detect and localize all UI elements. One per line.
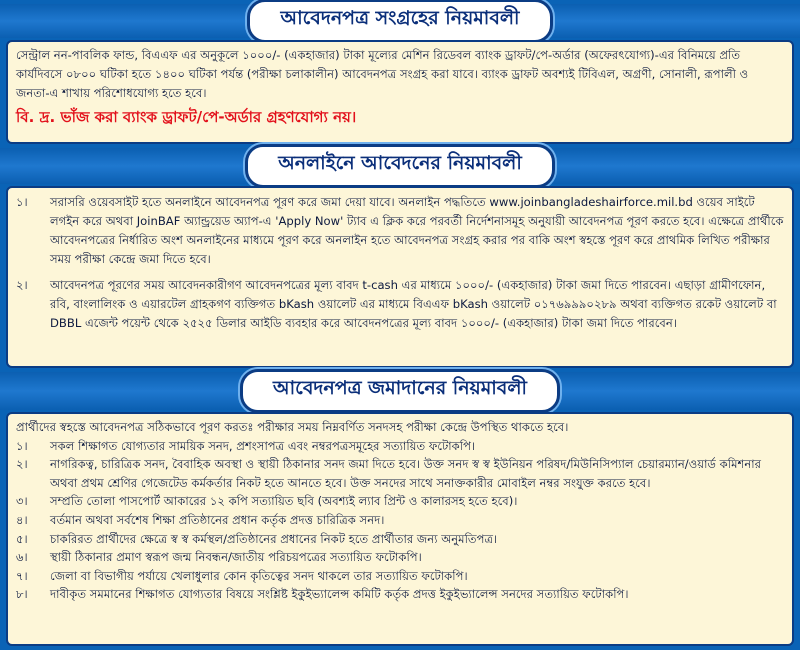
submission-rule-item xyxy=(16,585,784,604)
submission-rule-text: জেলা বা বিভাগীয় পর্যায়ে খেলাধুলার কোন কৃতিত্বের সনদ থাকলে তার সত্যায়িত ফটোকপি। xyxy=(50,568,468,583)
submission-rule-item xyxy=(16,455,784,492)
submission-rule-text: বর্তমান অথবা সর্বশেষ শিক্ষা প্রতিষ্ঠানের প্রধান কর্তৃক প্রদত্ত চারিত্রিক সনদ। xyxy=(50,512,385,527)
submission-rule-text: সকল শিক্ষাগত যোগ্যতার সাময়িক সনদ, প্রশংসাপত্র এবং নম্বরপত্রসমূহের সত্যায়িত ফটোকপি। xyxy=(50,438,476,453)
submission-intro: প্রার্থীদের স্বহস্তে আবেদনপত্র সঠিকভাবে পূরণ করতঃ পরীক্ষার সময় নিম্নবর্ণিত সনদসহ পরীক্ষা কেন্দ্রে উপস্থিত থাকতে হবে। xyxy=(16,420,569,434)
section-banner-online xyxy=(0,148,800,184)
section-panel-submission xyxy=(6,412,794,646)
section-banner-submission xyxy=(0,372,800,410)
submission-rule-number: ৪। xyxy=(16,512,28,527)
submission-rule-number: ৩। xyxy=(16,494,28,509)
online-rule-item xyxy=(16,276,784,333)
submission-rule-number: ৮। xyxy=(16,587,28,602)
online-rule-number: ১। xyxy=(16,195,28,209)
collection-note: বি. দ্র. ভাঁজ করা ব্যাংক ড্রাফট/পে-অর্ডার গ্রহণযোগ্য নয়। xyxy=(16,108,357,126)
submission-rule-number: ৬। xyxy=(16,550,28,565)
submission-rule-item xyxy=(16,492,784,511)
section-title-collection: আবেদনপত্র সংগ্রহের নিয়মাবলী xyxy=(247,0,552,43)
section-panel-collection xyxy=(6,40,794,144)
submission-rule-item xyxy=(16,548,784,567)
submission-rule-text: নাগরিকত্ব, চারিত্রিক সনদ, বৈবাহিক অবস্থা ও স্থায়ী ঠিকানার সনদ জমা দিতে হবে। উক্ত সনদ স্ব স্ব ইউনিয়ন পরিষদ/মিউনিসিপ্যাল চেয়ারম্যান/ওয়ার্ড কমিশনার অথবা প্রথম শ্রেণির গেজেটেড কর্মকর্তার নিকট হতে আনতে হবে। উক্ত সনদের সাথে সনাক্তকারীর মোবাইল নম্বর সংযুক্ত করতে হবে। xyxy=(50,457,762,490)
online-rule-text: সরাসরি ওয়েবসাইট হতে অনলাইনে আবেদনপত্র পূরণ করে জমা দেয়া যাবে। অনলাইন পদ্ধতিতে www.joinbangladeshairforce.mil.bd ওয়েব সাইটে লগইন করে অথবা JoinBAF অ্যান্ড্রয়েড অ্যাপ-এ 'Apply Now' ট্যাব এ ক্লিক করে পরবর্তী নির্দেশনাসমূহ অনুযায়ী আবেদনপত্র পূরণ করতে হবে। এক্ষেত্রে প্রার্থীকে আবেদনপত্রের নির্ধারিত অংশ অনলাইনের মাধ্যমে পূরণ করে অনলাইন হতে আবেদনপত্র সংগ্রহ করার পর বাকি অংশ স্বহস্তে পূরণ করে প্রাথমিক লিখিত পরীক্ষার সময় পরীক্ষা কেন্দ্রে জমা দিতে হবে। xyxy=(50,195,784,266)
submission-rule-text: চাকরিরত প্রার্থীদের ক্ষেত্রে স্ব স্ব কর্মস্থল/প্রতিষ্ঠানের প্রধানের নিকট হতে প্রার্থীতার জন্য অনুমতিপত্র। xyxy=(50,531,498,546)
submission-rule-number: ১। xyxy=(16,438,28,453)
section-panel-online xyxy=(6,186,794,368)
submission-rule-item xyxy=(16,437,784,456)
submission-rule-number: ৭। xyxy=(16,568,28,583)
online-rule-number: ২। xyxy=(16,278,28,292)
submission-rule-text: স্থায়ী ঠিকানার প্রমাণ স্বরূপ জন্ম নিবন্ধন/জাতীয় পরিচয়পত্রের সত্যায়িত ফটোকপি। xyxy=(50,550,422,565)
section-title-online: অনলাইনে আবেদনের নিয়মাবলী xyxy=(245,144,555,188)
submission-rule-number: ৫। xyxy=(16,531,28,546)
section-banner-collection xyxy=(0,4,800,38)
online-rule-item xyxy=(16,193,784,269)
submission-rule-item xyxy=(16,530,784,549)
submission-rule-item xyxy=(16,511,784,530)
submission-rule-number: ২। xyxy=(16,457,28,472)
submission-rule-item xyxy=(16,567,784,586)
section-title-submission: আবেদনপত্র জমাদানের নিয়মাবলী xyxy=(240,369,560,413)
collection-rules-text: সেন্ট্রাল নন-পাবলিক ফান্ড, বিএএফ এর অনুকূলে ১০০০/- (একহাজার) টাকা মূল্যের মেশিন রিডেবল ব্যাংক ড্রাফট/পে-অর্ডার (অফেরৎযোগ্য)-এর বিনিময়ে প্রতি কার্যদিবসে ০৮০০ ঘটিকা হতে ১৪০০ ঘটিকা পর্যন্ত (পরীক্ষা চলাকালীন) আবেদনপত্র সংগ্রহ করা যাবে। ব্যাংক ড্রাফট অবশ্যই টিবিএল, অগ্রণী, সোনালী, রূপালী ও জনতা-এ শাখায় পরিশোধযোগ্য হতে হবে। xyxy=(16,48,749,100)
online-rule-text: আবেদনপত্র পূরণের সময় আবেদনকারীগণ আবেদনপত্রের মূল্য বাবদ t-cash এর মাধ্যমে ১০০০/- (একহাজার) টাকা জমা দিতে পারবেন। এছাড়া গ্রামীণফোন, রবি, বাংলালিংক ও এয়ারটেল গ্রাহকগণ ব্যক্তিগত bKash ওয়ালেট এর মাধ্যমে বিএএফ bKash ওয়ালেট ০১৭৬৯৯৯০২৮৯ অথবা ব্যক্তিগত রকেট ওয়ালেট বা DBBL এজেন্ট পয়েন্ট থেকে ২৫২৫ ডিলার আইডি ব্যবহার করে আবেদনপত্রের মূল্য বাবদ ১০০০/- (একহাজার) টাকা জমা দিতে পারবেন। xyxy=(50,278,777,330)
submission-rule-text: সম্প্রতি তোলা পাসপোর্ট আকারের ১২ কপি সত্যায়িত ছবি (অবশ্যই ল্যাব প্রিন্ট ও কালারসহ হতে হবে)। xyxy=(50,494,518,509)
submission-rule-text: দাবীকৃত সমমানের শিক্ষাগত যোগ্যতার বিষয়ে সংশ্লিষ্ট ইকুইভ্যালেন্স কমিটি কর্তৃক প্রদত্ত ইকুইভ্যালেন্স সনদের সত্যায়িত ফটোকপি। xyxy=(50,587,629,602)
